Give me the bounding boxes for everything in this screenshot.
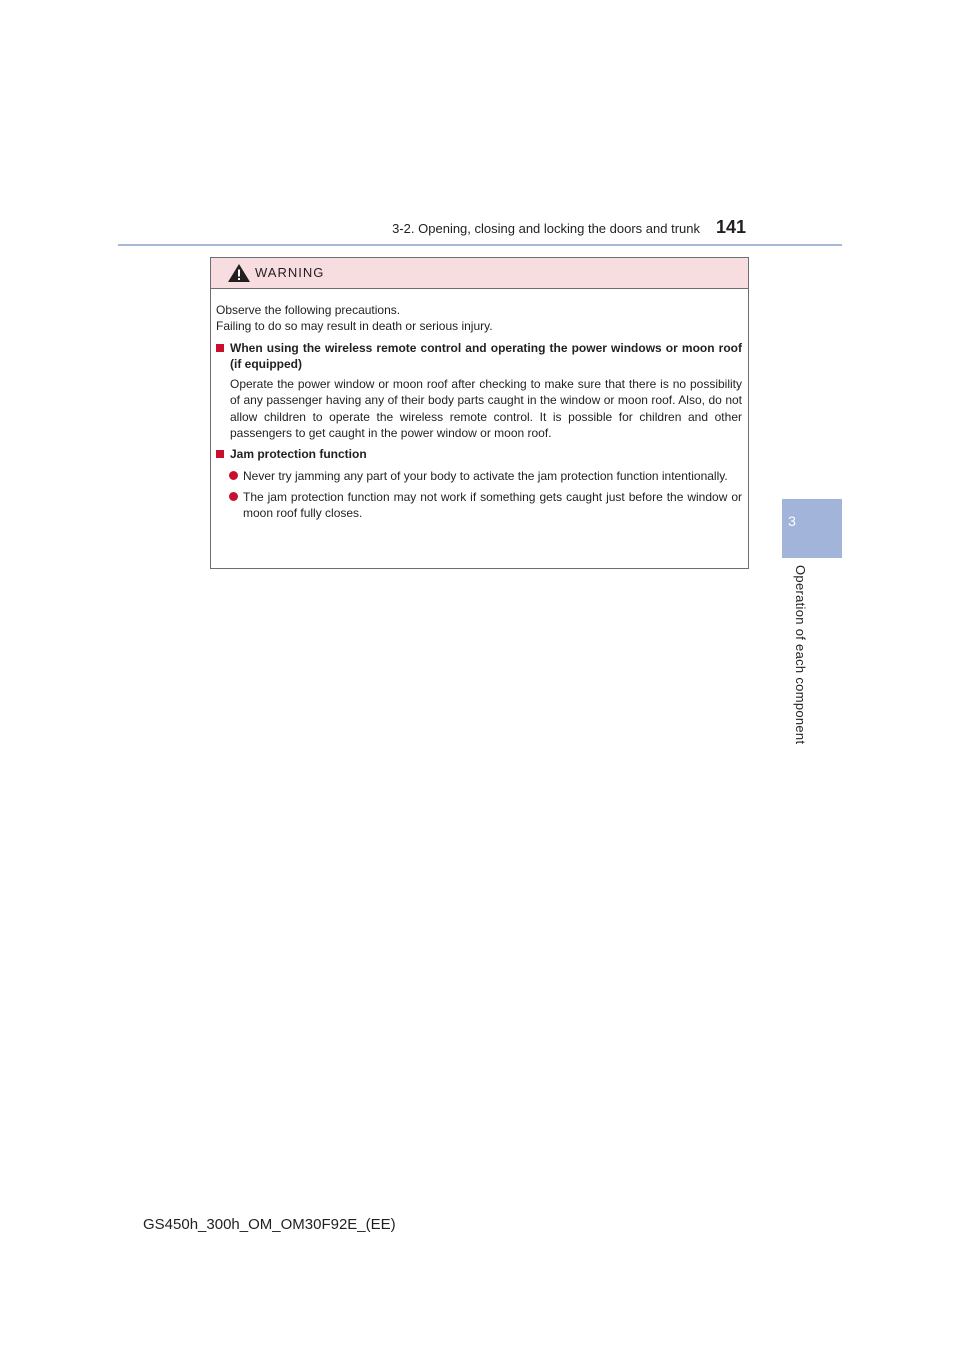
warning-triangle-icon — [227, 263, 251, 283]
warning-intro-line: Observe the following precautions. — [216, 303, 401, 317]
red-square-icon — [216, 450, 224, 458]
warning-header — [211, 258, 748, 289]
bullet-item — [216, 468, 742, 484]
header-divider — [118, 244, 842, 246]
bullet-text: The jam protection function may not work if something gets caught just before the window or moon roof fully closes. — [243, 489, 742, 521]
section-heading-text: When using the wireless remote control and operating the power windows or moon roof (if equipped) — [230, 340, 742, 371]
red-circle-bullet-icon — [229, 471, 238, 480]
warning-intro-line: Failing to do so may result in death or serious injury. — [216, 319, 493, 334]
bullet-text: Never try jamming any part of your body to activate the jam protection function intentionally. — [243, 468, 728, 483]
section-heading-text: Jam protection function — [230, 447, 367, 462]
footer-manual-code: GS450h_300h_OM_OM30F92E_(EE) — [143, 1216, 396, 1233]
warning-body — [211, 289, 748, 522]
red-circle-bullet-icon — [229, 492, 238, 501]
warning-box — [210, 257, 749, 569]
page-number: 141 — [716, 217, 747, 237]
chapter-tab[interactable] — [782, 499, 842, 558]
warning-title: WARNING — [255, 265, 325, 280]
header-section-title: 3-2. Opening, closing and locking the doors and trunk — [392, 221, 700, 236]
red-square-icon — [216, 344, 224, 352]
chapter-tab-number: 3 — [788, 513, 796, 529]
bullet-item — [216, 489, 742, 522]
chapter-side-label: Operation of each component — [793, 565, 808, 745]
section-paragraph: Operate the power window or moon roof after checking to make sure that there is no possibility of any passenger having any of their body parts caught in the window or moon roof. Also, do not allow children to operate the wireless remote control. It is possible for children and other passengers to get caught in the power window or moon roof. — [230, 377, 742, 441]
section-heading-remote-control — [216, 340, 742, 373]
section-heading-jam-protection — [216, 446, 742, 462]
